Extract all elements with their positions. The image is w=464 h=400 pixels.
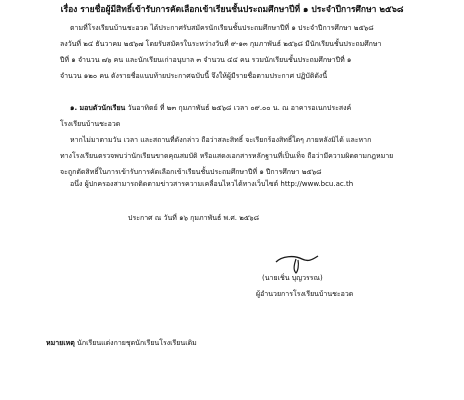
- intro-paragraph: [60, 20, 440, 84]
- conditions-line-3: จะถูกตัดสิทธิ์ในการเข้ารับการคัดเลือกเข้าเรียนชั้นประถมศึกษาปีที่ ๑ ปีการศึกษา ๒๕๖๘: [60, 168, 322, 176]
- note-label: หมายเหตุ: [46, 339, 75, 347]
- instruction-item-1-label: ๑. มอบตัวนักเรียน: [70, 104, 126, 112]
- instruction-item-1: [60, 100, 440, 132]
- intro-line-2: ลงวันที่ ๒๔ ธันวาคม ๒๕๖๗ โดยรับสมัครในระหว่างวันที่ ๙-๑๓ กุมภาพันธ์ ๒๕๖๘ มีนักเรียนชั้นประถมศึกษา: [60, 40, 382, 48]
- document-title: เรื่อง รายชื่อผู้มีสิทธิ์เข้ารับการคัดเลือกเข้าเรียนชั้นประถมศึกษาปีที่ ๑ ประจำปีการศึกษา ๒๕๖๘: [60, 5, 404, 15]
- conditions-line-2: ทางโรงเรียนตรวจพบว่านักเรียนขาดคุณสมบัติ หรือแสดงเอกสารหลักฐานที่เป็นเท็จ ถือว่ามีความผิดตามกฎหมาย: [60, 152, 394, 160]
- announcement-date: ประกาศ ณ วันที่ ๑๖ กุมภาพันธ์ พ.ศ. ๒๕๖๘: [128, 214, 259, 222]
- conditions-line-1: หากไม่มาตามวัน เวลา และสถานที่ดังกล่าว ถือว่าสละสิทธิ์ จะเรียกร้องสิทธิ์ใดๆ ภายหลังมิได้ และหาก: [70, 136, 372, 144]
- note-text: นักเรียนแต่งกายชุดนักเรียนโรงเรียนเดิม: [74, 339, 197, 347]
- website-paragraph: อนึ่ง ผู้ปกครองสามารถติดตามข่าวสารความเคลื่อนไหวได้ทางเว็บไซต์ http://www.bcu.ac.th: [70, 180, 354, 188]
- instruction-item-1-details: วันอาทิตย์ ที่ ๒๓ กุมภาพันธ์ ๒๕๖๘ เวลา ๐๙.๐๐ น. ณ อาคารอเนกประสงค์: [125, 104, 352, 112]
- signer-position: ผู้อำนวยการโรงเรียนบ้านชะอวด: [256, 290, 354, 298]
- instruction-item-1-line-2: โรงเรียนบ้านชะอวด: [60, 120, 121, 128]
- signer-name: (นายเชิ่น บุญวรรณ): [262, 274, 323, 282]
- instruction-item-1-line-1: [60, 100, 440, 116]
- note: [46, 335, 197, 351]
- intro-line-3: ปีที่ ๑ จำนวน ๗๖ คน และนักเรียนเก่าอนุบาล ๓ จำนวน ๔๔ คน รวมนักเรียนชั้นประถมศึกษาปีที่ ๑: [60, 56, 352, 64]
- conditions-paragraph: [60, 132, 440, 180]
- intro-line-1: ตามที่โรงเรียนบ้านชะอวด ได้ประกาศรับสมัครนักเรียนชั้นประถมศึกษาปีที่ ๑ ประจำปีการศึกษา ๒๕๖๘: [70, 24, 374, 32]
- intro-line-4: จำนวน ๑๒๐ คน ดังรายชื่อแนบท้ายประกาศฉบับนี้ จึงให้ผู้มีรายชื่อตามประกาศ ปฏิบัติดังนี้: [60, 72, 328, 80]
